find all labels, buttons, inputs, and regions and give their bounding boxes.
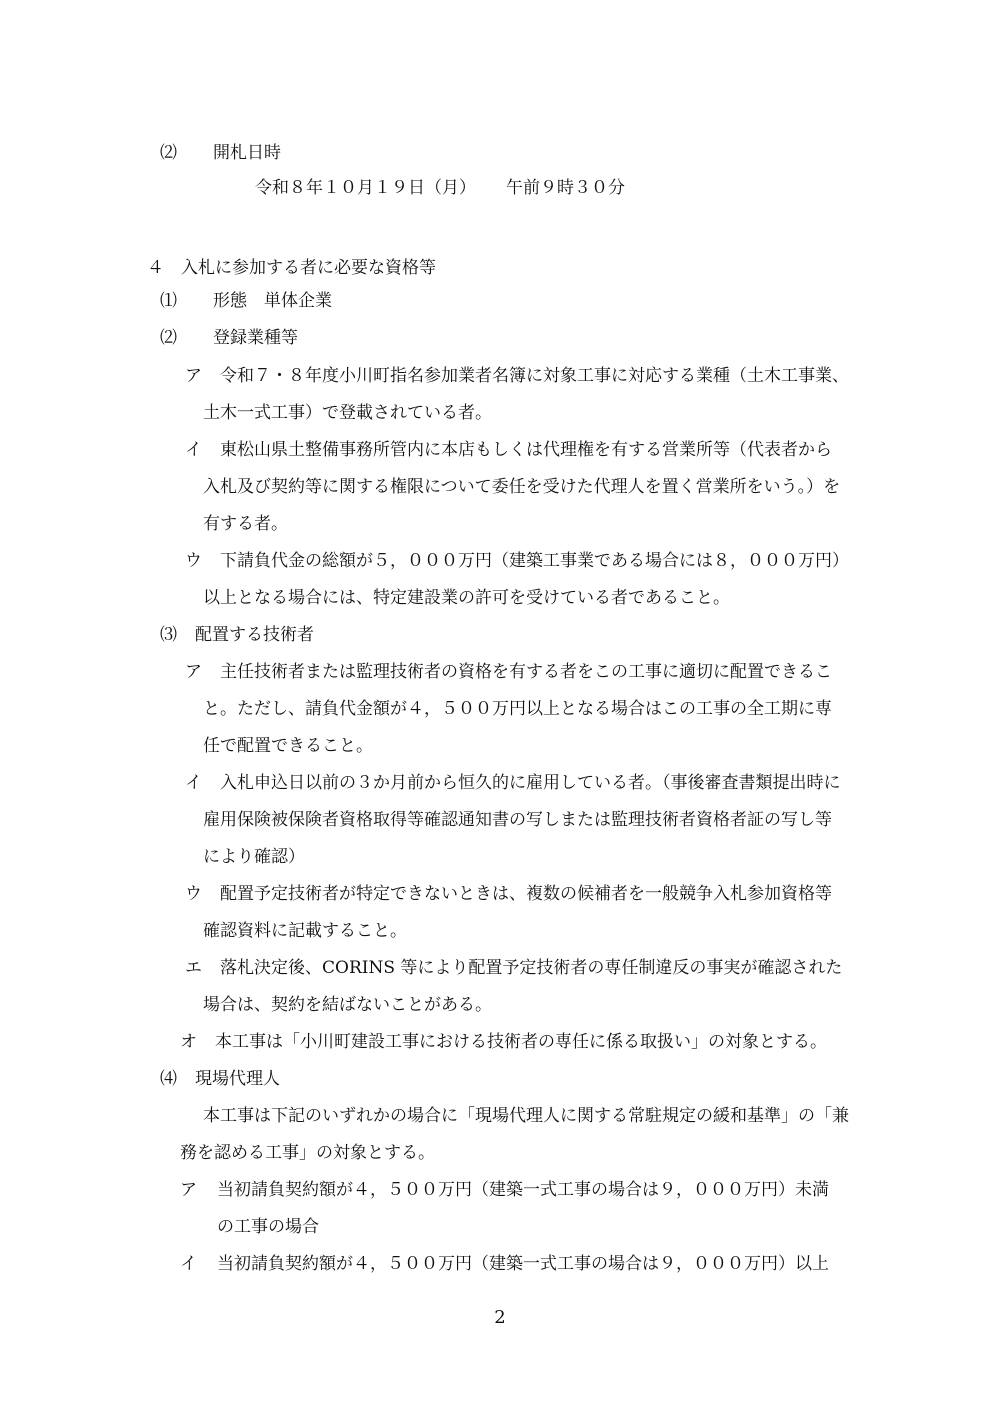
opening-heading: 開札日時: [213, 143, 281, 163]
registration-heading-line: [160, 326, 298, 350]
site-agent-heading: 現場代理人: [195, 1069, 280, 1089]
registration-item-i-line-1: 東松山県土整備事務所管内に本店もしくは代理権を有する営業所等（代表者から: [220, 440, 832, 460]
registration-number: ⑵: [160, 328, 177, 348]
engineers-item-o-marker: オ: [180, 1032, 197, 1052]
form-line: [160, 289, 332, 313]
engineers-item-e-marker: エ: [185, 958, 202, 978]
opening-date: 令和８年１０月１９日（月）: [255, 178, 476, 198]
site-agent-item-a-marker: ア: [180, 1180, 197, 1200]
site-agent-intro-line-1: 本工事は下記のいずれかの場合に「現場代理人に関する常駐規定の緩和基準」の「兼: [203, 1106, 849, 1126]
form-label: 形態: [213, 291, 247, 311]
form-number: ⑴: [160, 291, 177, 311]
site-agent-intro-line-2: 務を認める工事」の対象とする。: [180, 1143, 435, 1163]
opening-number: ⑵: [160, 143, 177, 163]
registration-item-a-line-1: 令和７・８年度小川町指名参加業者名簿に対象工事に対応する業種（土木工事業、: [220, 366, 849, 386]
engineers-item-a-line-3: 任で配置できること。: [203, 736, 373, 756]
page-number: 2: [494, 1307, 506, 1328]
site-agent-number: ⑷: [160, 1069, 177, 1089]
section4-heading: ４ 入札に参加する者に必要な資格等: [147, 258, 436, 278]
site-agent-item-i-line-1: 当初請負契約額が４，５００万円（建築一式工事の場合は９，０００万円）以上: [217, 1254, 829, 1274]
engineers-item-o-line-1: 本工事は「小川町建設工事における技術者の専任に係る取扱い」の対象とする。: [215, 1032, 827, 1052]
engineers-number: ⑶: [160, 625, 177, 645]
engineers-item-a-line-1: 主任技術者または監理技術者の資格を有する者をこの工事に適切に配置できるこ: [220, 662, 832, 682]
engineers-item-u-line-1: 配置予定技術者が特定できないときは、複数の候補者を一般競争入札参加資格等: [220, 884, 832, 904]
engineers-item-i-line-1: 入札申込日以前の３か月前から恒久的に雇用している者。（事後審査書類提出時に: [220, 773, 841, 793]
site-agent-item-i-marker: イ: [180, 1254, 197, 1274]
engineers-item-e-line-1: 落札決定後、CORINS 等により配置予定技術者の専任制違反の事実が確認された: [220, 958, 843, 978]
registration-item-a-marker: ア: [185, 366, 202, 386]
engineers-item-e-line-2: 場合は、契約を結ばないことがある。: [203, 995, 492, 1015]
opening-datetime-line: [255, 176, 625, 200]
registration-item-i-line-3: 有する者。: [203, 514, 288, 534]
engineers-item-i-line-2: 雇用保険被保険者資格取得等確認通知書の写しまたは監理技術者資格者証の写し等: [203, 810, 832, 830]
engineers-heading-line: [160, 623, 314, 647]
registration-heading: 登録業種等: [213, 328, 298, 348]
site-agent-item-a-line-1: 当初請負契約額が４，５００万円（建築一式工事の場合は９，０００万円）未満: [217, 1180, 829, 1200]
engineers-item-i-line-3: により確認）: [203, 847, 305, 867]
registration-item-a-line-2: 土木一式工事）で登載されている者。: [203, 403, 492, 423]
engineers-item-u-marker: ウ: [185, 884, 202, 904]
engineers-item-i-marker: イ: [185, 773, 202, 793]
form-value: 単体企業: [264, 291, 332, 311]
registration-item-u-marker: ウ: [185, 551, 202, 571]
engineers-item-a-line-2: と。ただし、請負代金額が４，５００万円以上となる場合はこの工事の全工期に専: [203, 699, 832, 719]
opening-time: 午前９時３０分: [506, 178, 625, 198]
site-agent-item-a-line-2: の工事の場合: [217, 1217, 319, 1237]
registration-item-u-line-2: 以上となる場合には、特定建設業の許可を受けている者であること。: [203, 588, 730, 608]
registration-item-i-marker: イ: [185, 440, 202, 460]
engineers-item-a-marker: ア: [185, 662, 202, 682]
opening-heading-line: [160, 141, 281, 165]
engineers-heading: 配置する技術者: [195, 625, 314, 645]
engineers-item-u-line-2: 確認資料に記載すること。: [203, 921, 407, 941]
registration-item-i-line-2: 入札及び契約等に関する権限について委任を受けた代理人を置く営業所をいう。）を: [203, 477, 841, 497]
registration-item-u-line-1: 下請負代金の総額が５，０００万円（建築工事業である場合には８，０００万円）: [220, 551, 849, 571]
site-agent-heading-line: [160, 1067, 280, 1091]
